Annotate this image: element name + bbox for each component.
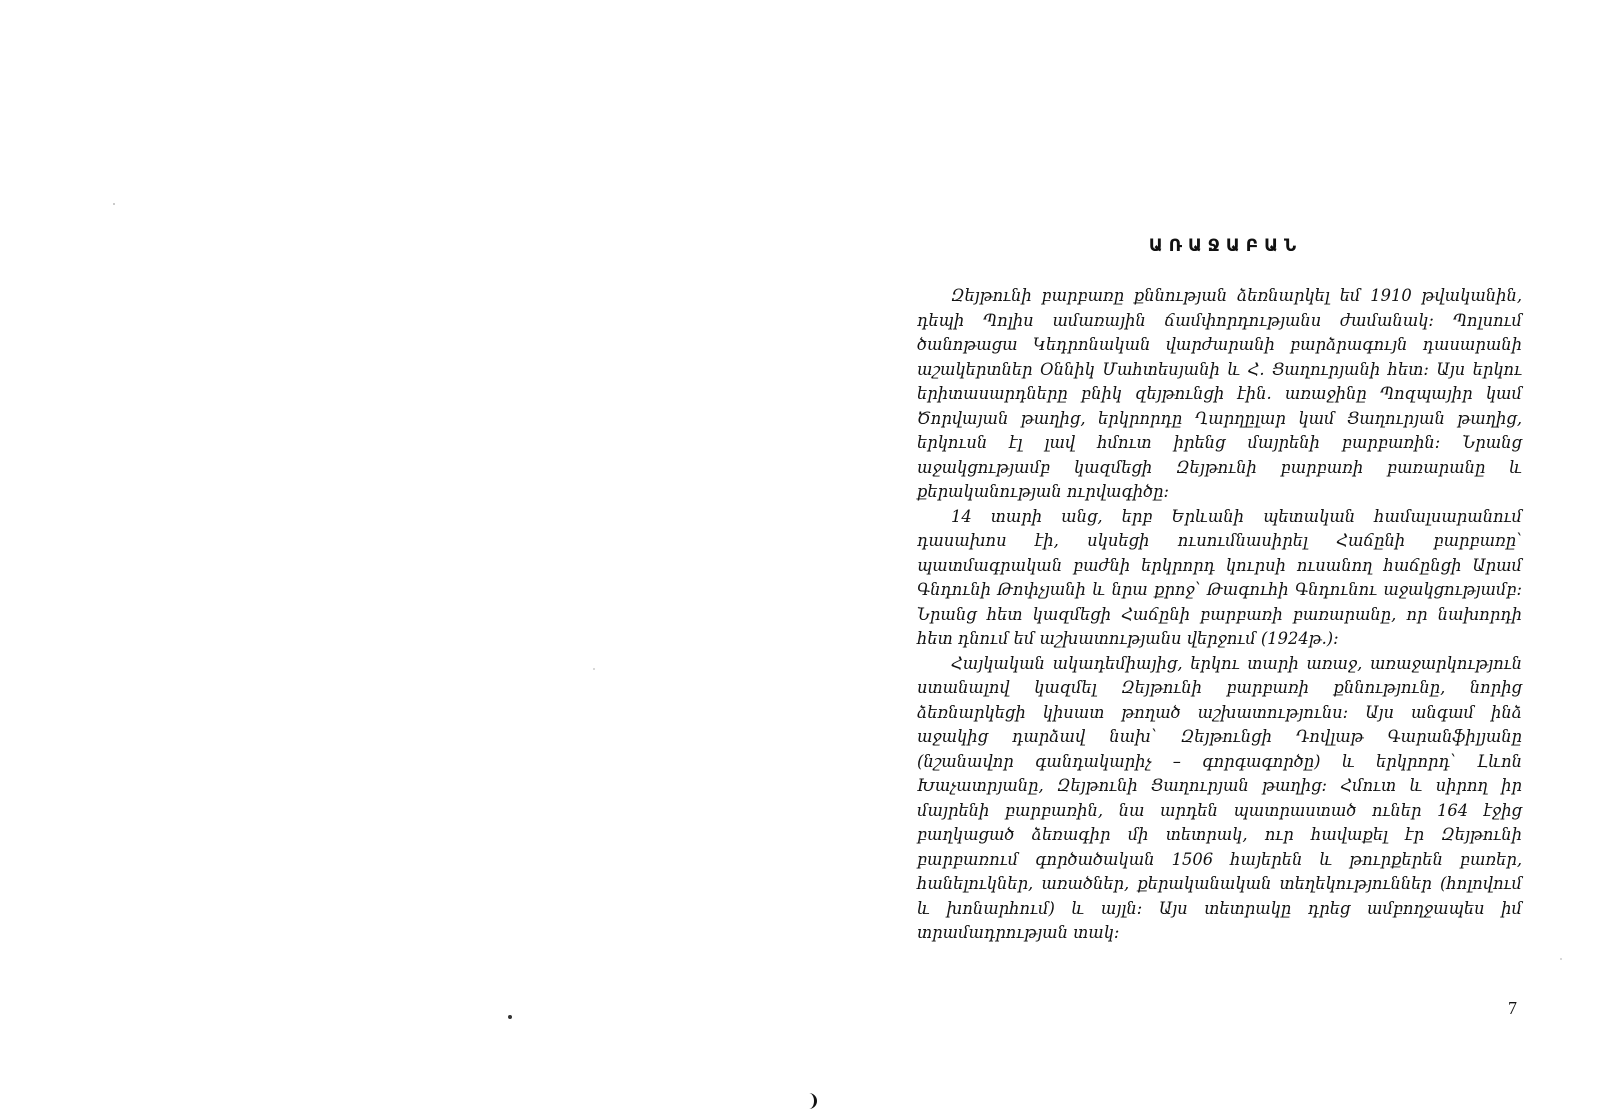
binding-mark	[808, 1093, 817, 1109]
paragraph: Հայկական ակադեմիայից, երկու տարի առաջ, առաջարկություն ստանալով կազմել Զեյթունի բարբառի քննությունը, նորից ձեռնարկեցի կիսատ թողած աշխատությունս։ Այս անգամ ինձ աջակից դարձավ նախ՝ Զեյթունցի Դովլաթ Գարանֆիլյանը (նշանավոր գանդակարիչ – գորգագործը) և երկրորդ՝ Լևոն Խաչատրյանը, Զեյթունի Ցաղուրյան թաղից։ Հմուտ և սիրող իր մայրենի բարբառին, նա արդեն պատրաստած ուներ 164 էջից բաղկացած ձեռագիր մի տետրակ, ուր հավաքել էր Զեյթունի բարբառում գործածական 1506 հայերեն և թուրքերեն բառեր, հանելուկներ, առածներ, քերականական տեղեկություններ (հոլովում և խոնարհում) և այլն։ Այս տետրակը դրեց ամբողջապես իմ տրամադրության տակ։	[917, 653, 1522, 942]
paragraph: Զեյթունի բարբառը քննության ձեռնարկել եմ 1910 թվականին, դեպի Պոլիս ամառային ճամփորդությանս ժամանակ։ Պոլսում ծանոթացա Կեդրոնական վարժարանի բարձրագույն դասարանի աշակերտներ Օննիկ Մահտեսյանի և Հ. Ցաղուրյանի հետ։ Այս երկու երիտասարդները բնիկ զեյթունցի էին. առաջինը Պոզպայիր կամ Ծորվայան թաղից, երկրորդը Ղարղըլար կամ Ցաղուրյան թաղից, երկուսն էլ լավ հմուտ իրենց մայրենի բարբառին։ Նրանց աջակցությամբ կազմեցի Զեյթունի բարբառի բառարանը և քերականության ուրվագիծը։	[917, 286, 1522, 501]
right-page	[917, 236, 1522, 946]
left-page-blank	[0, 0, 800, 1114]
scan-speck	[593, 668, 595, 670]
scan-speck	[113, 203, 115, 205]
scan-speck	[1560, 958, 1562, 960]
scan-speck	[508, 1015, 512, 1019]
paragraph: 14 տարի անց, երբ Երևանի պետական համալսարանում դասախոս էի, սկսեցի ուսումնասիրել Հաճընի բարբառը՝ պատմագրական բաժնի երկրորդ կուրսի ուսանող հաճընցի Արամ Գնդունի Թոփչյանի և նրա քրոջ՝ Թագուհի Գնդունու աջակցությամբ։ Նրանց հետ կազմեցի Հաճընի բարբառի բառարանը, որ նախորդի հետ դնում եմ աշխատությանս վերջում (1924թ.)։	[917, 506, 1522, 648]
chapter-title: ԱՌԱՋԱԲԱՆ	[1148, 236, 1303, 256]
page-number: 7	[1508, 998, 1517, 1018]
